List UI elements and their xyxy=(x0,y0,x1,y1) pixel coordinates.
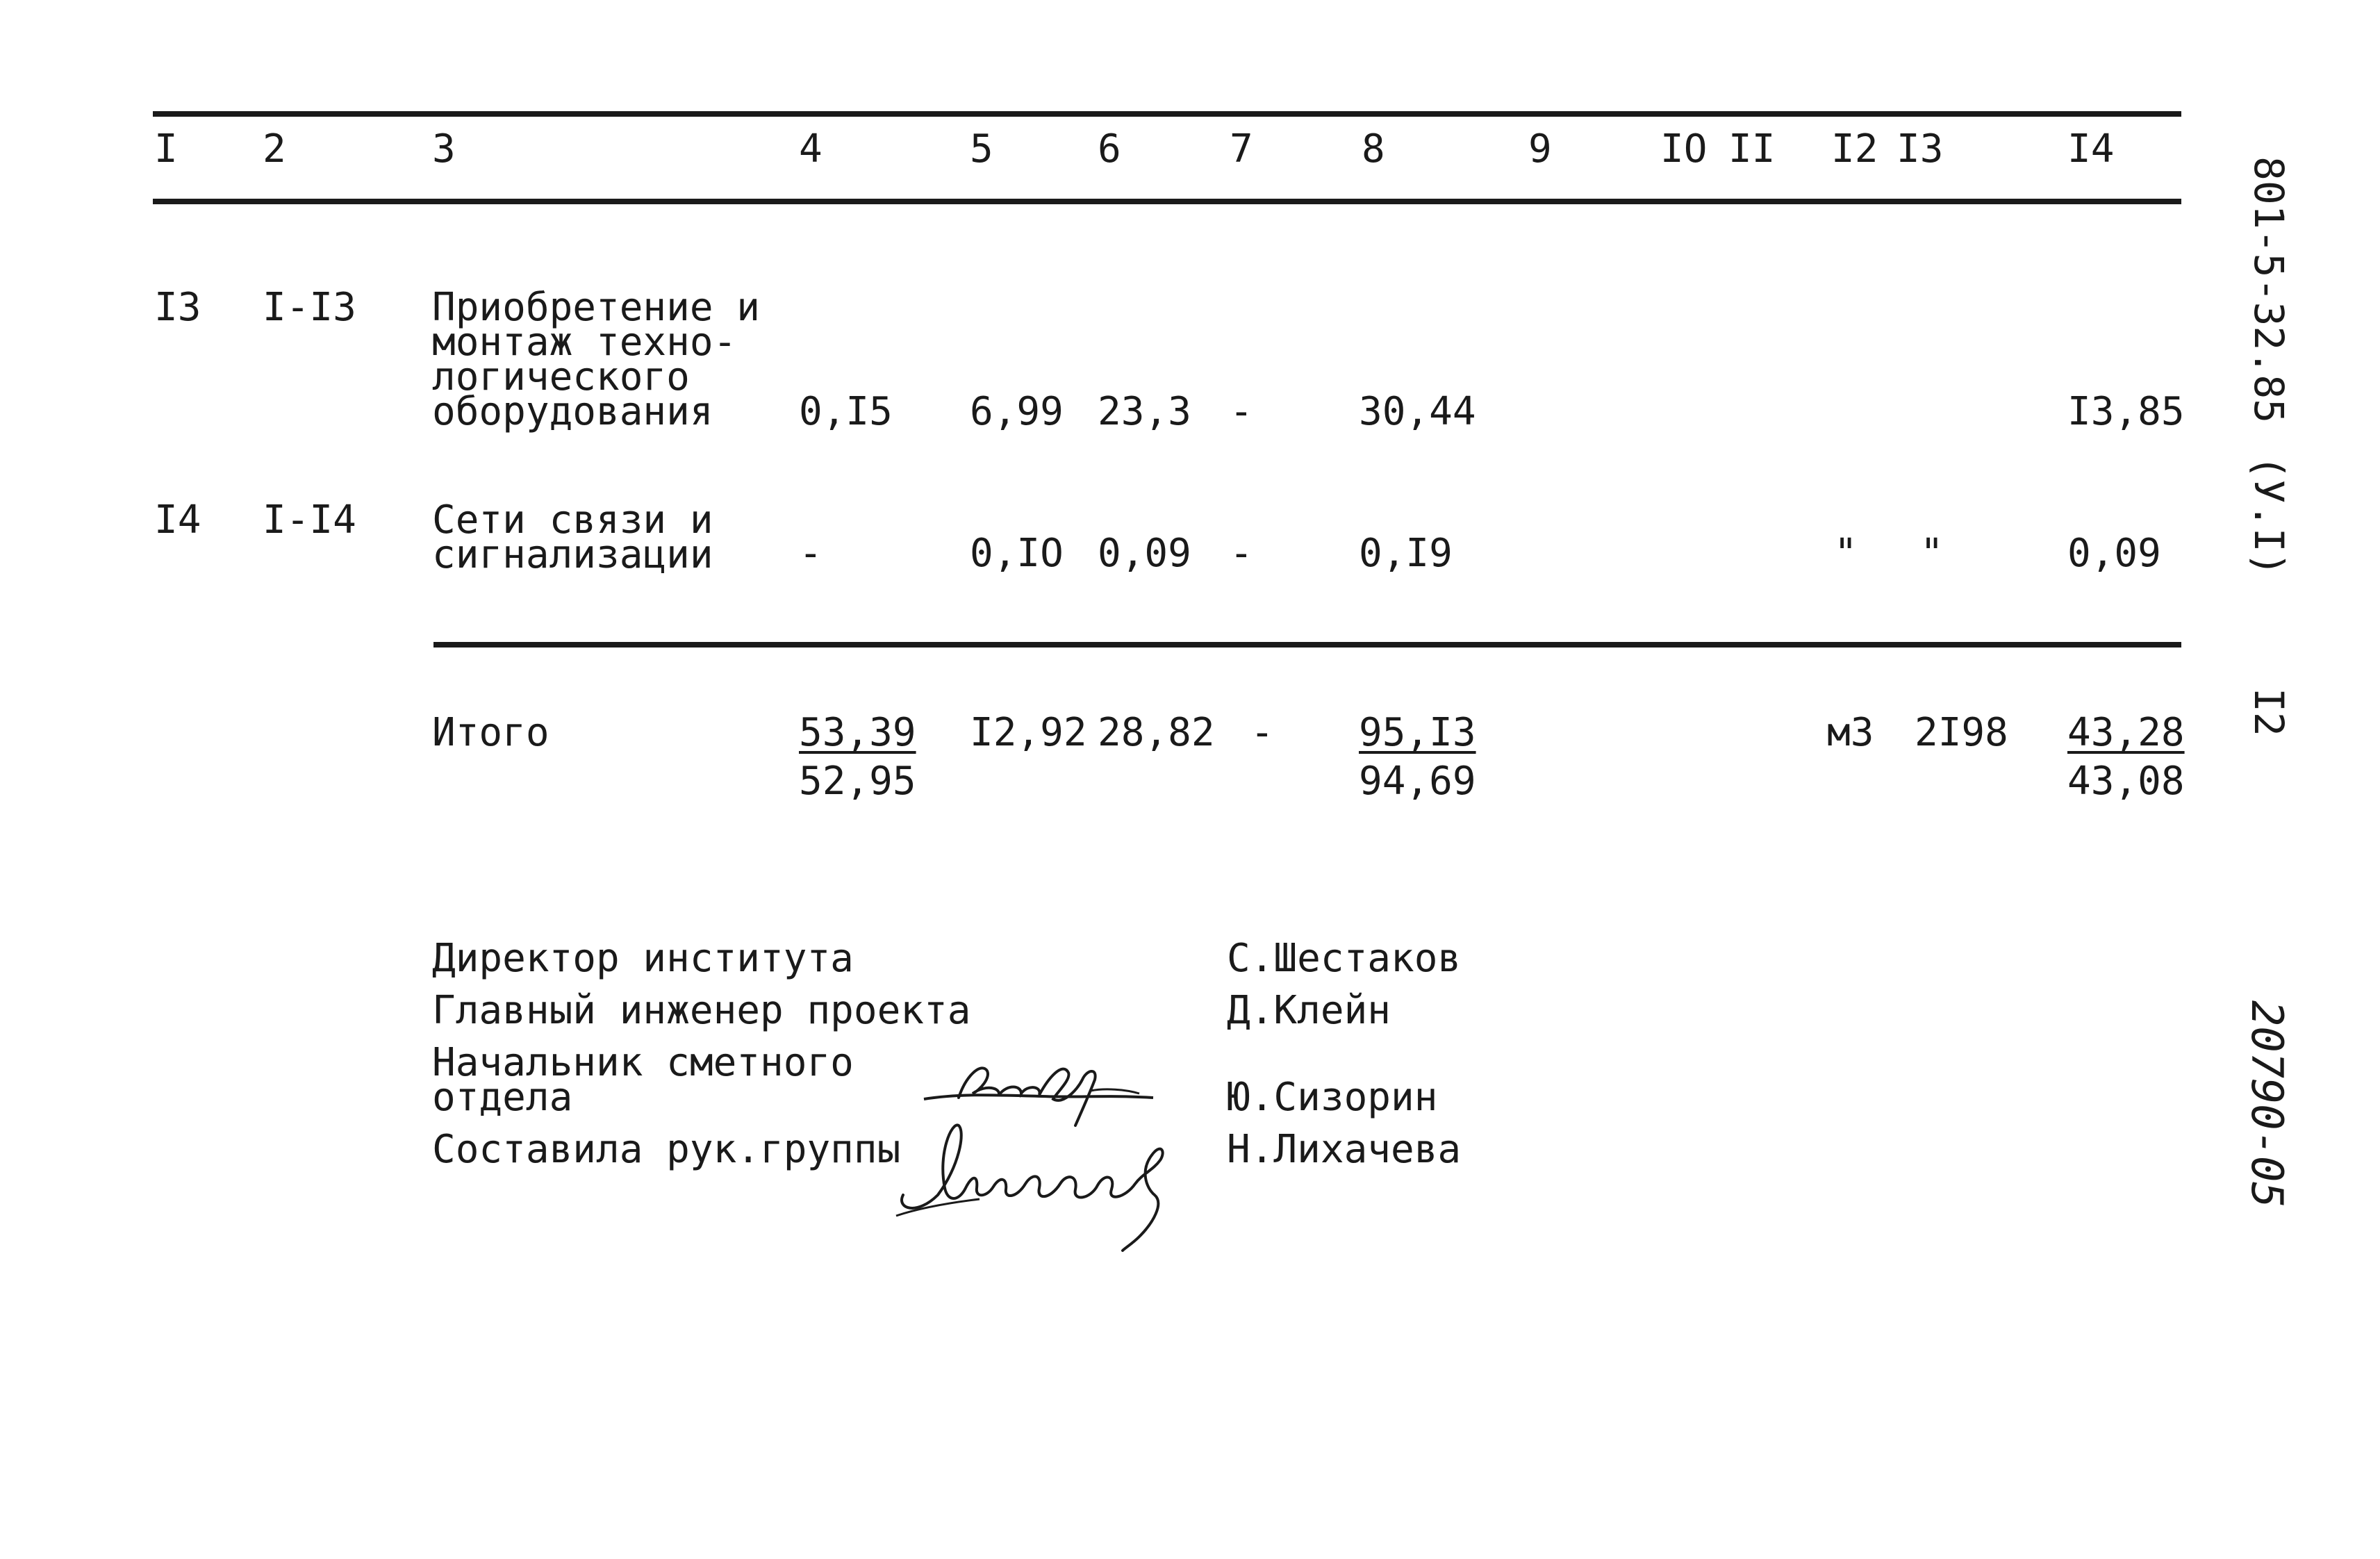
row-code: I-I4 xyxy=(263,497,356,543)
column-header: I3 xyxy=(1896,126,1944,172)
total-col4-bottom: 52,95 xyxy=(799,759,916,804)
row-name: Сети связи и сигнализации xyxy=(432,497,713,577)
handwritten-signature-likhacheva xyxy=(889,1112,1195,1251)
total-col12: м3 xyxy=(1827,710,1874,755)
signature-role: Директор института xyxy=(432,936,854,981)
cell-col8: 0,I9 xyxy=(1359,531,1453,576)
total-col13: 2I98 xyxy=(1915,710,2008,755)
cell-col4: - xyxy=(799,531,823,576)
cell-col14: 0,09 xyxy=(2067,531,2161,576)
signature-role: Начальник сметного отдела xyxy=(432,1040,854,1120)
margin-page-number: I2 xyxy=(2245,688,2292,736)
cell-col5: 0,IO xyxy=(970,531,1064,576)
total-col6: 28,82 xyxy=(1098,710,1215,755)
signature-name: Д.Клейн xyxy=(1227,988,1391,1033)
row-name: Приобретение и монтаж техно- логического оборудования xyxy=(432,285,761,434)
column-header: 8 xyxy=(1362,126,1385,172)
signature-name: Ю.Сизорин xyxy=(1227,1075,1438,1120)
total-col4-top: 53,39 xyxy=(799,710,916,755)
column-header: I2 xyxy=(1831,126,1878,172)
signature-role: Главный инженер проекта xyxy=(432,988,971,1033)
margin-volume: (У.I) xyxy=(2245,455,2292,577)
margin-doc-code: 801-5-32.85 xyxy=(2245,156,2292,424)
column-header: IO xyxy=(1660,126,1708,172)
total-col5: I2,92 xyxy=(970,710,1087,755)
column-header: 7 xyxy=(1230,126,1253,172)
cell-col4: 0,I5 xyxy=(799,389,893,434)
column-header: 5 xyxy=(970,126,993,172)
cell-col14: I3,85 xyxy=(2067,389,2185,434)
total-rule xyxy=(433,642,2181,647)
cell-col6: 23,3 xyxy=(1098,389,1191,434)
column-header: 4 xyxy=(799,126,823,172)
cell-col7: - xyxy=(1230,389,1253,434)
total-col8-top: 95,I3 xyxy=(1359,710,1476,755)
row-number: I3 xyxy=(154,285,201,330)
cell-col12: " xyxy=(1834,531,1858,576)
column-header: 2 xyxy=(263,126,286,172)
signature-name: Н.Лихачева xyxy=(1227,1127,1462,1172)
total-label: Итого xyxy=(432,710,549,755)
row-code: I-I3 xyxy=(263,285,356,330)
column-header: 9 xyxy=(1528,126,1552,172)
cell-col8: 30,44 xyxy=(1359,389,1476,434)
cell-col7: - xyxy=(1230,531,1253,576)
cell-col6: 0,09 xyxy=(1098,531,1191,576)
total-col8-bottom: 94,69 xyxy=(1359,759,1476,804)
column-header: II xyxy=(1728,126,1776,172)
column-header: 3 xyxy=(432,126,456,172)
column-header: I4 xyxy=(2067,126,2115,172)
column-header: I xyxy=(154,126,178,172)
cell-col5: 6,99 xyxy=(970,389,1064,434)
total-col7: - xyxy=(1250,710,1274,755)
margin-inventory-number: 20790-05 xyxy=(2242,1000,2292,1208)
row-number: I4 xyxy=(154,497,201,543)
cell-col13: " xyxy=(1920,531,1944,576)
signature-role: Составила рук.группы xyxy=(432,1127,901,1172)
column-header: 6 xyxy=(1098,126,1121,172)
total-col14-top: 43,28 xyxy=(2067,710,2185,755)
table-header-rule xyxy=(153,199,2181,204)
table-top-rule xyxy=(153,111,2181,117)
total-col14-bottom: 43,08 xyxy=(2067,759,2185,804)
signature-name: С.Шестаков xyxy=(1227,936,1462,981)
